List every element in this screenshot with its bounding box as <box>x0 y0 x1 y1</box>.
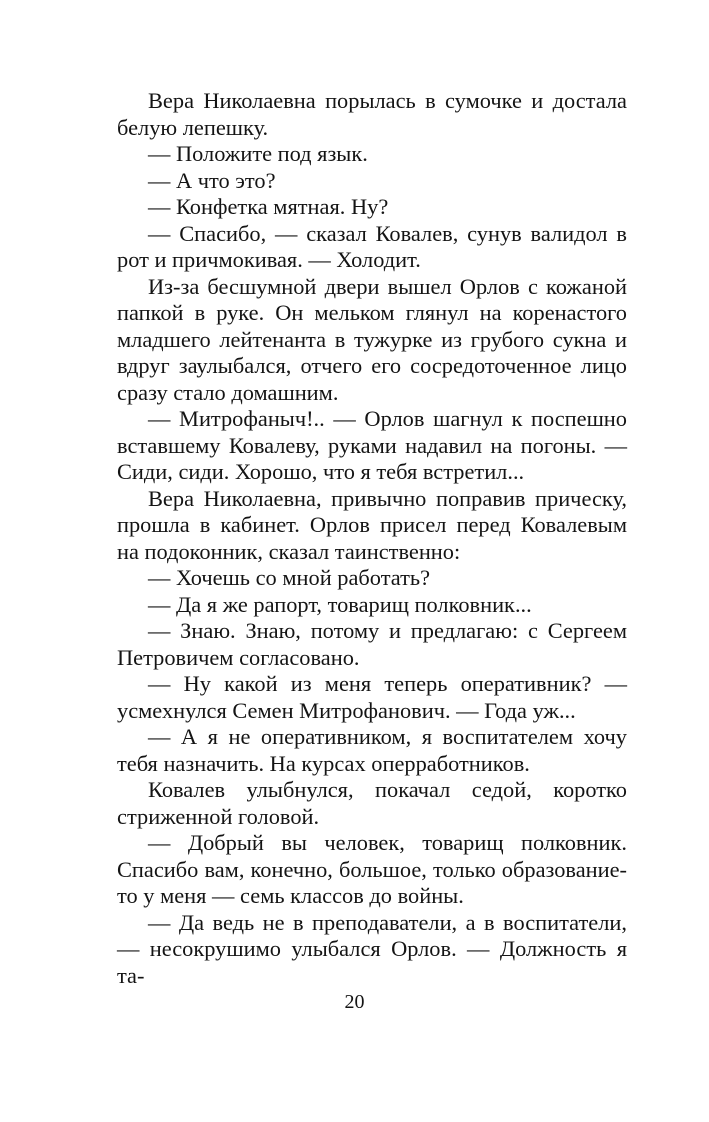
dialogue-line: — Знаю. Знаю, потому и предлагаю: с Сергеем Петровичем согласовано. <box>117 618 627 670</box>
dialogue-line: — Конфетка мятная. Ну? <box>148 194 389 219</box>
paragraph: Вера Николаевна порылась в сумочке и достала белую лепешку. <box>117 88 627 140</box>
dialogue-line: — Ну какой из меня теперь оперативник? — усмехнулся Семен Митрофанович. — Года уж... <box>117 671 627 723</box>
page-number: 20 <box>344 991 365 1013</box>
dialogue-line: — Да я же рапорт, товарищ полковник... <box>148 591 532 617</box>
dialogue-line: — Положите под язык. <box>148 141 368 166</box>
paragraph: Из-за бесшумной двери вышел Орлов с кожаной папкой в руке. Он мельком глянул на коренастого младшего лейтенанта в тужурке из грубого сукна и вдруг заулыбался, отчего его сосредоточенное лицо сразу стало домашним. <box>117 273 627 405</box>
dialogue-line: — Добрый вы человек, товарищ полковник. Спасибо вам, конечно, большое, только образование-то у меня — семь классов до войны. <box>117 830 627 908</box>
dialogue-line: — А что это? <box>148 167 276 193</box>
dialogue-line: — Хочешь со мной работать? <box>148 565 431 590</box>
dialogue-line: — Да ведь не в преподаватели, а в воспитатели, — несокрушимо улыбался Орлов. — Должность я та- <box>117 909 627 988</box>
paragraph: Ковалев улыбнулся, покачал седой, коротко стриженной головой. <box>117 777 627 829</box>
dialogue-line: — Спасибо, — сказал Ковалев, сунув валидол в рот и причмокивая. — Холодит. <box>117 220 627 272</box>
body-text <box>117 88 627 989</box>
paragraph: Вера Николаевна, привычно поправив прическу, прошла в кабинет. Орлов присел перед Ковалевым на подоконник, сказал таинственно: <box>117 485 627 564</box>
dialogue-line: — А я не оперативником, я воспитателем хочу тебя назначить. На курсах оперработников. <box>117 724 627 776</box>
dialogue-line: — Митрофаныч!.. — Орлов шагнул к поспешно вставшему Ковалеву, руками надавил на погоны. — Сиди, сиди. Хорошо, что я тебя встретил... <box>117 406 627 484</box>
